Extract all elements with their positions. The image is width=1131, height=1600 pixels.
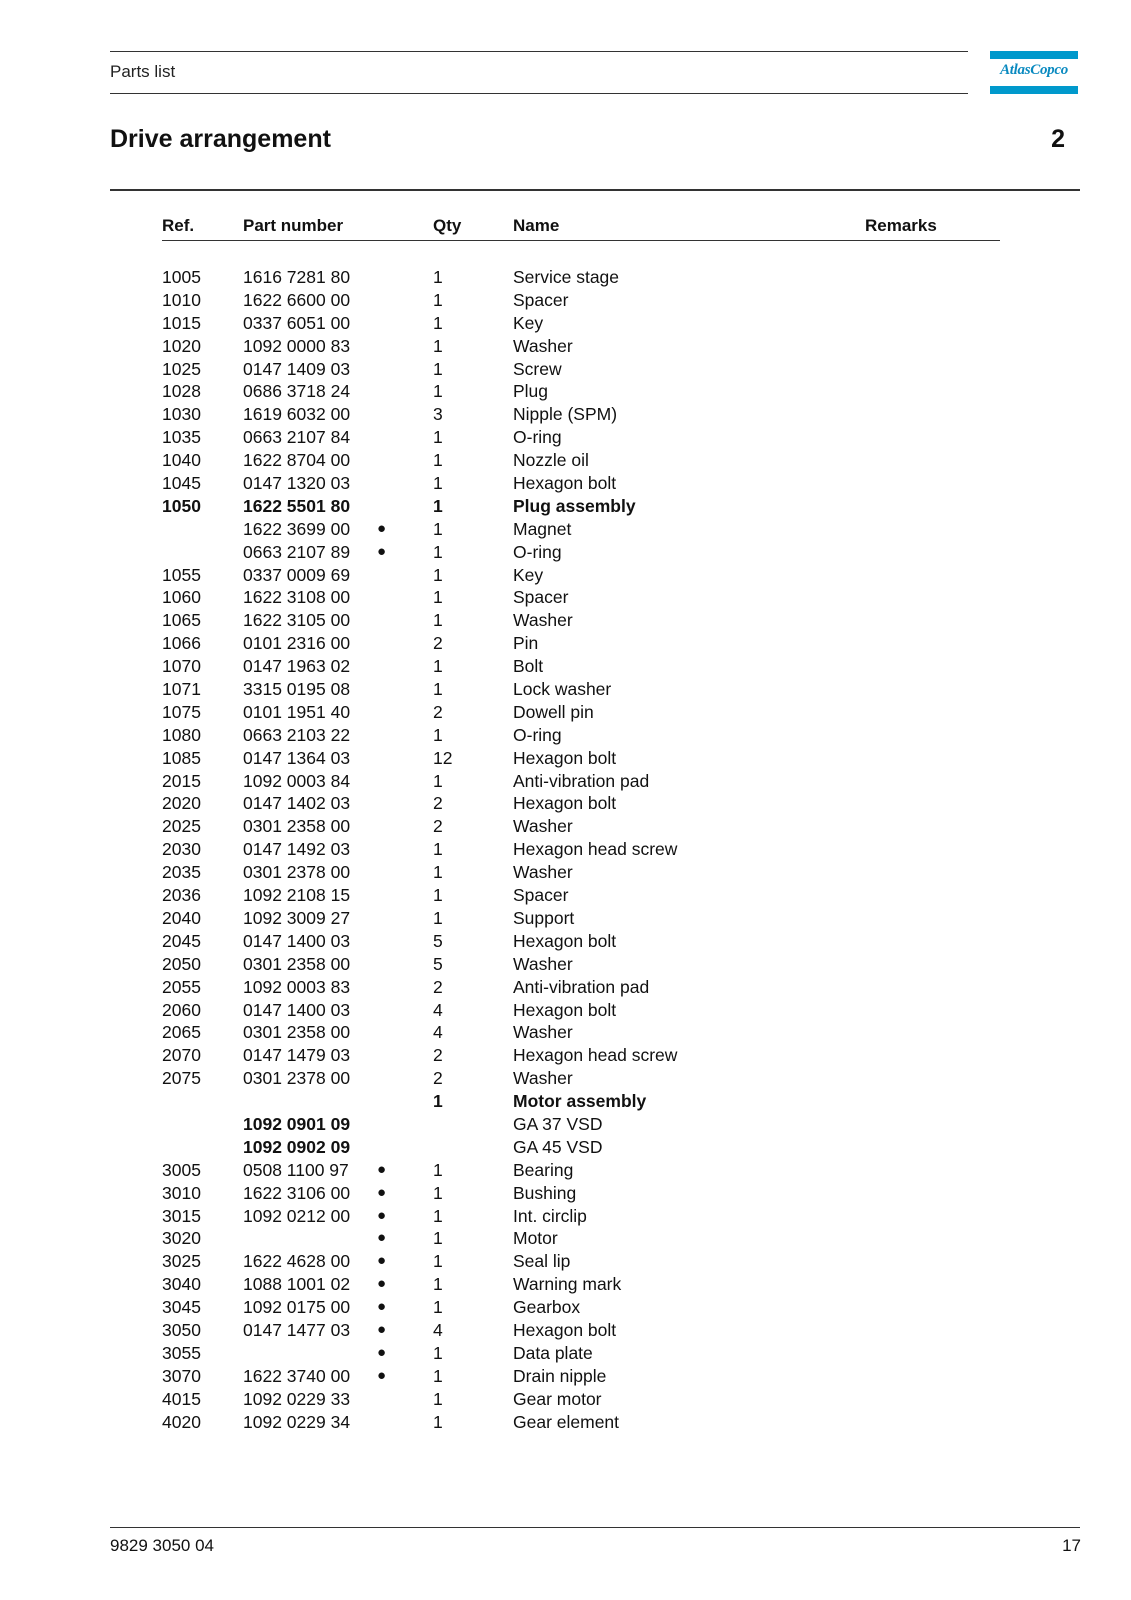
cell-part-number: 0663 2107 84 <box>243 427 351 448</box>
cell-name: Anti-vibration pad <box>513 770 650 791</box>
cell-qty: 1 <box>433 1411 443 1432</box>
table-row <box>0 1182 1131 1205</box>
cell-name: Washer <box>513 335 573 356</box>
table-row <box>0 495 1131 518</box>
cell-ref: 4020 <box>162 1411 201 1432</box>
cell-name: Hexagon bolt <box>513 747 617 768</box>
table-row <box>0 724 1131 747</box>
cell-ref: 2045 <box>162 930 201 951</box>
table-row <box>0 1090 1131 1113</box>
section-rule <box>110 189 1080 191</box>
table-row <box>0 999 1131 1022</box>
cell-qty: 1 <box>433 885 443 906</box>
cell-qty: 1 <box>433 473 443 494</box>
cell-part-number: 1092 0229 34 <box>243 1411 351 1432</box>
cell-name: Hexagon bolt <box>513 473 617 494</box>
cell-qty: 1 <box>433 1274 443 1295</box>
table-row <box>0 609 1131 632</box>
cell-name: GA 37 VSD <box>513 1113 603 1134</box>
cell-ref: 1080 <box>162 724 201 745</box>
cell-part-number: 1622 6600 00 <box>243 289 351 310</box>
document-number: 9829 3050 04 <box>110 1536 214 1555</box>
cell-ref: 3050 <box>162 1319 201 1340</box>
cell-qty: 1 <box>433 564 443 585</box>
cell-ref: 2065 <box>162 1022 201 1043</box>
table-row <box>0 1296 1131 1319</box>
cell-name: Seal lip <box>513 1251 571 1272</box>
cell-ref: 3020 <box>162 1228 201 1249</box>
cell-name: Data plate <box>513 1342 593 1363</box>
table-row <box>0 1044 1131 1067</box>
col-header-remarks: Remarks <box>865 216 937 235</box>
cell-ref: 1035 <box>162 427 201 448</box>
cell-ref: 1060 <box>162 587 201 608</box>
cell-name: Washer <box>513 953 573 974</box>
cell-name: Service stage <box>513 267 620 287</box>
bullet-icon: ● <box>377 1252 387 1270</box>
cell-qty: 4 <box>433 999 443 1020</box>
bullet-icon: ● <box>377 1206 387 1224</box>
section-number: 2 <box>1051 125 1065 153</box>
cell-qty: 5 <box>433 930 443 951</box>
header-top-rule <box>110 51 968 52</box>
cell-part-number: 0101 1951 40 <box>243 701 351 722</box>
cell-ref: 1050 <box>162 495 201 516</box>
cell-part-number: 0147 1364 03 <box>243 747 351 768</box>
cell-part-number: 1092 0901 09 <box>243 1113 351 1134</box>
logo-band-bottom <box>990 86 1078 94</box>
cell-qty: 2 <box>433 816 443 837</box>
cell-name: Washer <box>513 1068 573 1089</box>
table-row <box>0 403 1131 426</box>
cell-part-number: 1616 7281 80 <box>243 267 351 287</box>
table-row <box>0 266 1131 289</box>
cell-part-number: 1622 8704 00 <box>243 450 351 471</box>
cell-qty: 1 <box>433 312 443 333</box>
cell-part-number: 0663 2107 89 <box>243 541 351 562</box>
cell-name: Plug assembly <box>513 495 636 516</box>
cell-part-number: 1092 0175 00 <box>243 1297 351 1318</box>
cell-qty: 1 <box>433 335 443 356</box>
table-row <box>0 1411 1131 1434</box>
bullet-icon: ● <box>377 1275 387 1293</box>
cell-ref: 1030 <box>162 404 201 425</box>
table-row <box>0 380 1131 403</box>
cell-part-number: 1619 6032 00 <box>243 404 351 425</box>
cell-name: Washer <box>513 816 573 837</box>
cell-qty: 1 <box>433 1205 443 1226</box>
cell-qty: 1 <box>433 1388 443 1409</box>
cell-ref: 3005 <box>162 1159 201 1180</box>
cell-qty: 2 <box>433 793 443 814</box>
cell-ref: 1005 <box>162 267 201 287</box>
table-row <box>0 564 1131 587</box>
cell-ref: 1040 <box>162 450 201 471</box>
cell-name: Nipple (SPM) <box>513 404 618 425</box>
cell-qty: 12 <box>433 747 453 768</box>
cell-name: Washer <box>513 610 573 631</box>
cell-part-number: 1092 3009 27 <box>243 907 351 928</box>
cell-name: Bearing <box>513 1159 574 1180</box>
cell-qty: 1 <box>433 518 443 539</box>
cell-qty: 1 <box>433 381 443 402</box>
footer-rule <box>110 1527 1080 1528</box>
cell-part-number: 3315 0195 08 <box>243 679 351 700</box>
table-row <box>0 358 1131 381</box>
cell-ref: 2075 <box>162 1068 201 1089</box>
table-row <box>0 770 1131 793</box>
cell-ref: 1065 <box>162 610 201 631</box>
table-row <box>0 907 1131 930</box>
table-row <box>0 747 1131 770</box>
table-row <box>0 518 1131 541</box>
cell-name: Spacer <box>513 289 569 310</box>
cell-ref: 1010 <box>162 289 201 310</box>
table-row <box>0 1113 1131 1136</box>
cell-part-number: 0147 1409 03 <box>243 358 351 379</box>
cell-part-number: 1622 3740 00 <box>243 1365 351 1386</box>
cell-name: Bolt <box>513 656 544 677</box>
bullet-icon: ● <box>377 1183 387 1201</box>
cell-ref: 1025 <box>162 358 201 379</box>
bullet-icon: ● <box>377 1298 387 1316</box>
cell-qty: 2 <box>433 1068 443 1089</box>
cell-qty: 1 <box>433 495 443 516</box>
cell-part-number: 0337 6051 00 <box>243 312 351 333</box>
logo-wordmark: AtlasCopco <box>1000 62 1068 78</box>
cell-part-number: 0147 1320 03 <box>243 473 351 494</box>
cell-ref: 1066 <box>162 633 201 654</box>
table-row <box>0 632 1131 655</box>
cell-ref: 1075 <box>162 701 201 722</box>
cell-name: O-ring <box>513 541 562 562</box>
cell-part-number: 1092 0003 84 <box>243 770 351 791</box>
cell-qty: 1 <box>433 907 443 928</box>
cell-part-number: 1622 3105 00 <box>243 610 351 631</box>
table-row <box>0 953 1131 976</box>
cell-name: Magnet <box>513 518 572 539</box>
cell-name: Motor assembly <box>513 1091 647 1112</box>
table-row <box>0 289 1131 312</box>
cell-part-number: 1092 0229 33 <box>243 1388 351 1409</box>
cell-part-number: 0147 1400 03 <box>243 930 351 951</box>
cell-part-number: 1622 4628 00 <box>243 1251 351 1272</box>
cell-part-number: 1622 3699 00 <box>243 518 351 539</box>
table-row <box>0 449 1131 472</box>
table-row <box>0 1342 1131 1365</box>
bullet-icon: ● <box>377 542 387 560</box>
cell-part-number: 1092 0000 83 <box>243 335 351 356</box>
cell-part-number: 0301 2358 00 <box>243 1022 351 1043</box>
cell-ref: 3015 <box>162 1205 201 1226</box>
cell-qty: 1 <box>433 1251 443 1272</box>
col-header-ref: Ref. <box>162 216 195 235</box>
cell-ref: 3055 <box>162 1342 201 1363</box>
cell-part-number: 0508 1100 97 <box>243 1159 349 1180</box>
cell-qty: 4 <box>433 1022 443 1043</box>
table-row <box>0 1388 1131 1411</box>
cell-part-number: 0301 2378 00 <box>243 862 351 883</box>
logo-band-top <box>990 51 1078 59</box>
cell-qty: 1 <box>433 656 443 677</box>
cell-name: Hexagon head screw <box>513 1045 678 1066</box>
cell-name: Gearbox <box>513 1297 581 1318</box>
cell-part-number: 0301 2378 00 <box>243 1068 351 1089</box>
cell-qty: 5 <box>433 953 443 974</box>
cell-ref: 2050 <box>162 953 201 974</box>
cell-part-number: 0147 1479 03 <box>243 1045 351 1066</box>
cell-name: O-ring <box>513 427 562 448</box>
cell-qty: 1 <box>433 839 443 860</box>
cell-ref: 3025 <box>162 1251 201 1272</box>
cell-name: Plug <box>513 381 549 402</box>
bullet-icon: ● <box>377 1343 387 1361</box>
cell-qty: 2 <box>433 633 443 654</box>
cell-name: Hexagon bolt <box>513 793 617 814</box>
table-row <box>0 976 1131 999</box>
cell-part-number: 0663 2103 22 <box>243 724 351 745</box>
table-row <box>0 335 1131 358</box>
cell-ref: 2060 <box>162 999 201 1020</box>
cell-part-number: 0147 1402 03 <box>243 793 351 814</box>
cell-ref: 1015 <box>162 312 201 333</box>
table-row <box>0 472 1131 495</box>
cell-qty: 1 <box>433 450 443 471</box>
cell-qty: 1 <box>433 770 443 791</box>
cell-name: Pin <box>513 633 539 654</box>
cell-ref: 2025 <box>162 816 201 837</box>
cell-name: Washer <box>513 862 573 883</box>
cell-name: Lock washer <box>513 679 612 700</box>
cell-qty: 1 <box>433 679 443 700</box>
cell-qty: 2 <box>433 976 443 997</box>
cell-part-number: 1092 0212 00 <box>243 1205 351 1226</box>
cell-part-number: 0147 1963 02 <box>243 656 351 677</box>
cell-name: Key <box>513 564 544 585</box>
cell-qty: 1 <box>433 1342 443 1363</box>
cell-name: Nozzle oil <box>513 450 589 471</box>
cell-qty: 1 <box>433 289 443 310</box>
cell-name: Hexagon bolt <box>513 1319 617 1340</box>
cell-name: Screw <box>513 358 562 379</box>
cell-qty: 1 <box>433 724 443 745</box>
cell-name: Hexagon bolt <box>513 999 617 1020</box>
cell-ref: 3040 <box>162 1274 201 1295</box>
cell-qty: 1 <box>433 1182 443 1203</box>
parts-table-body <box>0 266 1131 1433</box>
cell-name: Key <box>513 312 544 333</box>
table-row <box>0 655 1131 678</box>
cell-name: Support <box>513 907 575 928</box>
table-row <box>0 1250 1131 1273</box>
cell-ref: 1045 <box>162 473 201 494</box>
cell-part-number: 1088 1001 02 <box>243 1274 351 1295</box>
cell-qty: 1 <box>433 1091 443 1112</box>
table-row <box>0 541 1131 564</box>
cell-qty: 1 <box>433 587 443 608</box>
cell-name: Hexagon head screw <box>513 839 678 860</box>
cell-name: Int. circlip <box>513 1205 587 1226</box>
cell-ref: 2055 <box>162 976 201 997</box>
cell-part-number: 0337 0009 69 <box>243 564 351 585</box>
cell-part-number: 1092 0003 83 <box>243 976 351 997</box>
table-row <box>0 678 1131 701</box>
header-title: Parts list <box>110 62 176 81</box>
cell-part-number: 1622 3108 00 <box>243 587 351 608</box>
bullet-icon: ● <box>377 1160 387 1178</box>
cell-ref: 1055 <box>162 564 201 585</box>
col-header-part-number: Part number <box>243 216 344 235</box>
cell-part-number: 1622 5501 80 <box>243 495 351 516</box>
cell-part-number: 0147 1400 03 <box>243 999 351 1020</box>
cell-name: Washer <box>513 1022 573 1043</box>
cell-part-number: 0686 3718 24 <box>243 381 351 402</box>
cell-qty: 1 <box>433 541 443 562</box>
cell-ref: 2020 <box>162 793 201 814</box>
cell-qty: 4 <box>433 1319 443 1340</box>
page-number: 17 <box>1062 1536 1081 1555</box>
table-row <box>0 1319 1131 1342</box>
cell-ref: 2015 <box>162 770 201 791</box>
cell-qty: 1 <box>433 1297 443 1318</box>
cell-ref: 2070 <box>162 1045 201 1066</box>
cell-name: Dowell pin <box>513 701 594 722</box>
bullet-icon: ● <box>377 1366 387 1384</box>
table-row <box>0 930 1131 953</box>
table-row <box>0 701 1131 724</box>
cell-qty: 1 <box>433 862 443 883</box>
cell-name: Anti-vibration pad <box>513 976 650 997</box>
table-row <box>0 884 1131 907</box>
section-title: Drive arrangement <box>110 125 331 153</box>
table-row <box>0 815 1131 838</box>
table-row <box>0 1227 1131 1250</box>
header-bottom-rule <box>110 93 968 94</box>
cell-ref: 1071 <box>162 679 201 700</box>
cell-name: Gear motor <box>513 1388 602 1409</box>
col-header-name: Name <box>513 216 560 235</box>
cell-part-number: 0147 1477 03 <box>243 1319 351 1340</box>
cell-qty: 1 <box>433 427 443 448</box>
cell-ref: 4015 <box>162 1388 201 1409</box>
cell-ref: 3070 <box>162 1365 201 1386</box>
cell-qty: 3 <box>433 404 443 425</box>
cell-qty: 2 <box>433 1045 443 1066</box>
cell-part-number: 0101 2316 00 <box>243 633 351 654</box>
cell-ref: 2030 <box>162 839 201 860</box>
table-row <box>0 1067 1131 1090</box>
cell-ref: 3045 <box>162 1297 201 1318</box>
table-row <box>0 1205 1131 1228</box>
table-row <box>0 1273 1131 1296</box>
table-row <box>0 861 1131 884</box>
cell-qty: 1 <box>433 1365 443 1386</box>
cell-qty: 1 <box>433 358 443 379</box>
cell-name: O-ring <box>513 724 562 745</box>
cell-part-number: 1092 0902 09 <box>243 1136 351 1157</box>
cell-part-number: 1622 3106 00 <box>243 1182 351 1203</box>
cell-part-number: 0147 1492 03 <box>243 839 351 860</box>
table-row <box>0 1021 1131 1044</box>
col-header-qty: Qty <box>433 216 462 235</box>
cell-ref: 3010 <box>162 1182 201 1203</box>
bullet-icon: ● <box>377 519 387 537</box>
cell-qty: 1 <box>433 1159 443 1180</box>
cell-name: Bushing <box>513 1182 577 1203</box>
cell-part-number: 0301 2358 00 <box>243 953 351 974</box>
cell-name: Motor <box>513 1228 558 1249</box>
cell-name: Gear element <box>513 1411 620 1432</box>
table-row <box>0 838 1131 861</box>
table-row <box>0 586 1131 609</box>
cell-name: Spacer <box>513 885 569 906</box>
cell-qty: 1 <box>433 1228 443 1249</box>
cell-ref: 2036 <box>162 885 201 906</box>
cell-part-number: 0301 2358 00 <box>243 816 351 837</box>
table-row <box>0 792 1131 815</box>
table-row <box>0 1159 1131 1182</box>
table-row <box>0 1365 1131 1388</box>
cell-qty: 1 <box>433 267 443 287</box>
table-row <box>0 426 1131 449</box>
cell-part-number: 1092 2108 15 <box>243 885 351 906</box>
table-row <box>0 312 1131 335</box>
atlas-copco-logo <box>990 51 1078 94</box>
cell-ref: 1085 <box>162 747 201 768</box>
bullet-icon: ● <box>377 1229 387 1247</box>
cell-name: Warning mark <box>513 1274 622 1295</box>
cell-ref: 2040 <box>162 907 201 928</box>
table-row <box>0 1136 1131 1159</box>
cell-name: Hexagon bolt <box>513 930 617 951</box>
bullet-icon: ● <box>377 1320 387 1338</box>
cell-name: GA 45 VSD <box>513 1136 603 1157</box>
cell-ref: 1028 <box>162 381 201 402</box>
table-header <box>162 216 1000 241</box>
cell-ref: 1020 <box>162 335 201 356</box>
cell-ref: 2035 <box>162 862 201 883</box>
cell-ref: 1070 <box>162 656 201 677</box>
cell-qty: 1 <box>433 610 443 631</box>
cell-qty: 2 <box>433 701 443 722</box>
cell-name: Drain nipple <box>513 1365 607 1386</box>
cell-name: Spacer <box>513 587 569 608</box>
